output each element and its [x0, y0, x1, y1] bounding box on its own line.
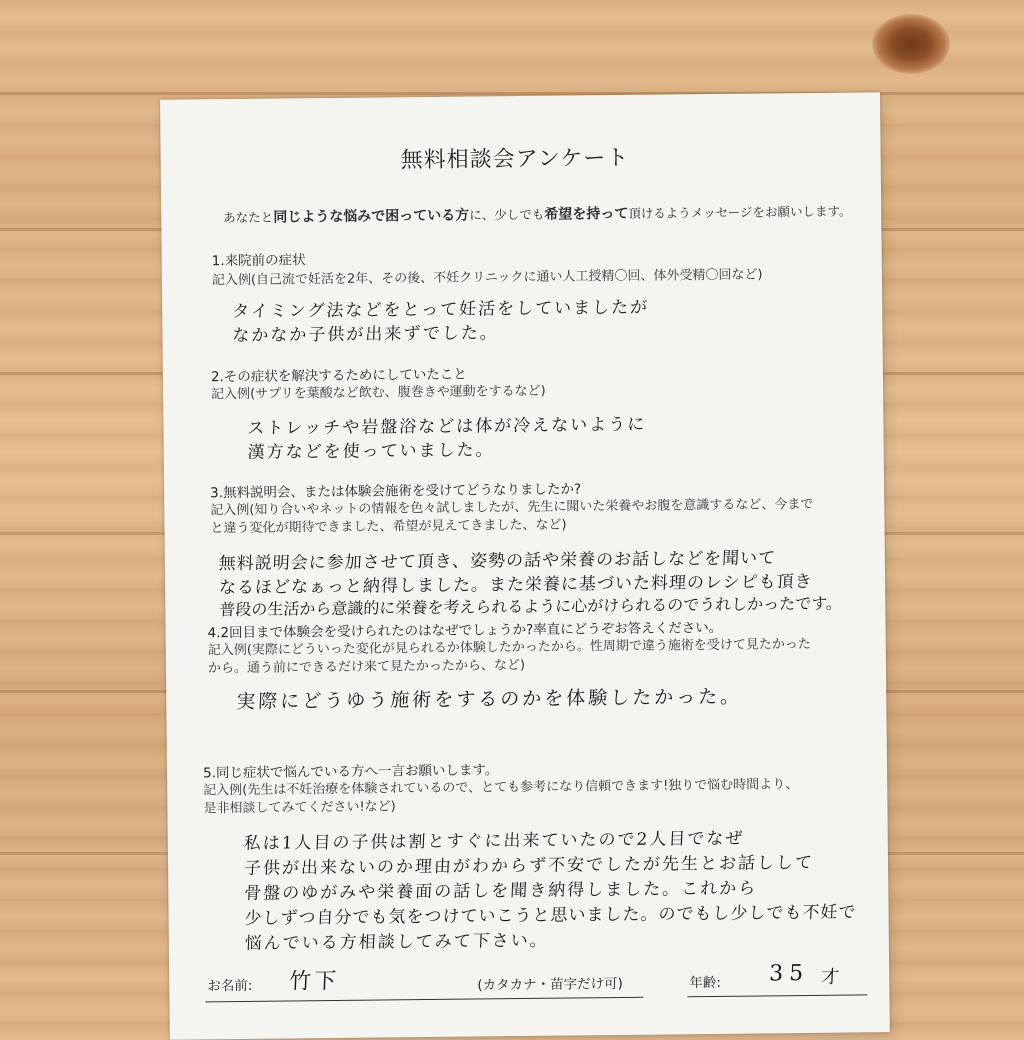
question-5-example: 記入例(先生は不妊治療を体験されているので、とても参考になり信頼できます!独りで悩む時間より、 [203, 777, 799, 799]
question-5-answer-line: 骨盤のゆがみや栄養面の話しを聞き納得しました。これから [243, 878, 758, 904]
form-title: 無料相談会アンケート [400, 145, 630, 174]
form-intro [223, 201, 851, 228]
name-value: 竹下 [288, 968, 340, 995]
intro-emphasis: 同じような悩みで困っている方 [273, 207, 470, 226]
question-1-answer-line: タイミング法などをとって妊活をしていましたが [231, 297, 650, 323]
question-3-example: 記入例(知り合いやネットの情報を色々試しましたが、先生に聞いた栄養やお腹を意識するなど、今まで [210, 496, 814, 519]
question-5-answer-line: 少しずつ自分でも気をつけていこうと思いました。のでもし少しでも不妊で [244, 902, 857, 929]
question-4-heading: 4.2回目まで体験会を受けられたのはなぜでしょうか?率直にどうぞお答えください。 [207, 619, 723, 642]
survey-sheet [160, 92, 890, 1039]
wood-knot [872, 14, 950, 74]
question-3-answer-line: 普段の生活から意識的に栄養を考えられるように心がけられるのでうれしかったです。 [218, 593, 843, 620]
question-4-example: 記入例(実際にどういった変化が見られるか体験したかったから。性周期で違う施術を受けて見たかった [207, 636, 811, 659]
age-label: 年齢: [689, 974, 721, 992]
question-4-answer-line: 実際にどうゆう施術をするのかを体験したかった。 [235, 685, 743, 714]
age-value: 35 [768, 961, 810, 987]
question-1-answer-line: なかなか子供が出来ずでした。 [231, 323, 500, 347]
intro-emphasis: 希望を持って [544, 205, 629, 223]
question-2-answer-line: 漢方などを使っていました。 [247, 440, 495, 463]
name-underline [205, 997, 643, 1003]
question-5-example: 是非相談してみてください!など) [203, 799, 396, 817]
age-unit: 才 [820, 966, 843, 988]
question-2-example: 記入例(サプリを葉酸など飲む、腹巻きや運動をするなど) [211, 383, 546, 403]
name-label: お名前: [207, 977, 253, 995]
age-underline [687, 994, 867, 997]
question-1-heading: 1.来院前の症状 [211, 252, 306, 270]
question-3-example: と違う変化が期待できました、希望が見えてきました、など) [210, 517, 567, 537]
question-2-answer-line: ストレッチや岩盤浴などは体が冷えないように [246, 414, 647, 439]
question-4-example: から。通う前にできるだけ来て見たかったから、など) [207, 657, 526, 677]
intro-text: 頂けるようメッセージをお願いします。 [628, 203, 852, 221]
question-5-answer-line: 悩んでいる方相談してみて下さい。 [244, 930, 550, 954]
question-5-heading: 5.同じ症状で悩んでいる方へ一言お願いします。 [202, 762, 499, 782]
name-note: (カタカナ・苗字だけ可) [477, 975, 623, 994]
question-5-answer-line: 子供が出来ないのか理由がわからず不安でしたが先生とお話しして [243, 852, 815, 879]
question-3-answer-line: なるほどなぁっと納得しました。また栄養に基づいた料理のレシピも頂き [218, 571, 813, 599]
question-2-heading: 2.その症状を解決するためにしていたこと [210, 366, 467, 386]
intro-text: に、少しでも [469, 206, 545, 223]
question-3-answer-line: 無料説明会に参加させて頂き、姿勢の話や栄養のお話しなどを聞いて [218, 548, 777, 575]
question-5-answer-line: 私は1人目の子供は割とすぐに出来ていたので2人目でなぜ [243, 828, 745, 854]
question-1-example: 記入例(自己流で妊活を2年、その後、不妊クリニックに通い人工授精〇回、体外受精〇回など) [211, 267, 763, 289]
intro-text: あなたと [223, 209, 274, 226]
question-3-heading: 3.無料説明会、または体験会施術を受けてどうなりましたか? [210, 481, 582, 502]
